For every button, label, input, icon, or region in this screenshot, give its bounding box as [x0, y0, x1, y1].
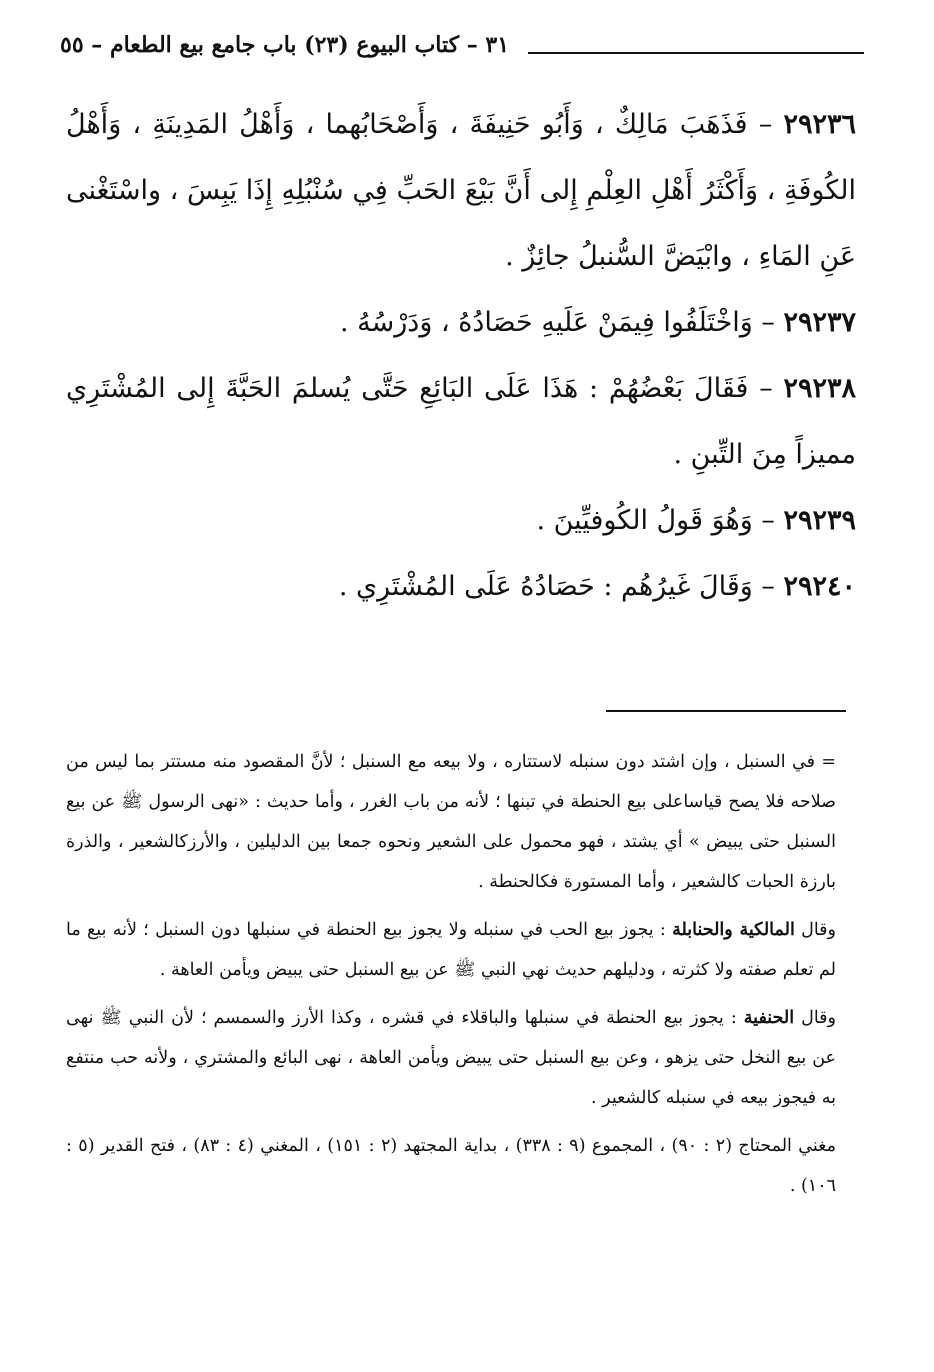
footnote-body: : يجوز بيع الحب في سنبله ولا يجوز بيع الحنطة في سنبلها دون السنبل ؛ لأنه بيع ما لم تعلم صفته ولا كثرته ، ودليلهم حديث نهي النبي ﷺ عن بيع السنبل حتى يبيض ويأمن العاهة . [66, 920, 836, 980]
footnote-continuation: = في السنبل ، وإن اشتد دون سنبله لاستتاره ، ولا بيعه مع السنبل ؛ لأنَّ المقصود منه مستتر بما ليس من صلاحه فلا يصح قياساعلى بيع الحنطة في تبنها ؛ لأنه من باب الغرر ، وأما حديث : «نهى الرسول ﷺ عن بيع السنبل حتى يبيض » أي يشتد ، فهو محمول على الشعير ونحوه جمعا بين الدليلين ، والأرزكالشعير ، والذرة بارزة الحبات كالشعير ، وأما المستورة فكالحنطة . [66, 752, 836, 892]
paragraph-number: ٢٩٢٣٩ [783, 505, 856, 536]
paragraph-text: – فَذَهَبَ مَالِكٌ ، وَأَبُو حَنِيفَةَ ، وَأَصْحَابُهما ، وَأَهْلُ المَدِينَةِ ، وَأَهْلُ الكُوفَةِ ، وَأَكْثَرُ أَهْلِ العِلْمِ إِلى أَنَّ بَيْعَ الحَبِّ فِي سُنْبُلِهِ إِذَا يَبِسَ ، واسْتَغْنى عَنِ المَاءِ ، وابْيَضَّ السُّنبلُ جائِزٌ . [66, 109, 856, 272]
footnote-body: : يجوز بيع الحنطة في سنبلها والباقلاء في قشره ، وكذا الأرز والسمسم ؛ لأن النبي ﷺ نهى عن بيع النخل حتى يزهو ، وعن بيع السنبل حتى يبيض ويأمن العاهة ، نهى البائع والمشتري ، ولأنه حب منتفع به فيجوز بيعه في سنبله كالشعير . [66, 1008, 836, 1108]
footnote-school-name: المالكية والحنابلة [672, 920, 795, 940]
paragraph-text: – فَقَالَ بَعْضُهُمْ : هَذَا عَلَى البَائِعِ حَتَّى يُسلمَ الحَبَّةَ إِلى المُشْتَرِي مميزاً مِنَ التِّبنِ . [66, 373, 856, 470]
paragraph-29236 [66, 92, 856, 290]
footnote-hanafi [66, 998, 836, 1118]
footnote-maliki-hanbali [66, 910, 836, 990]
paragraph-29239 [66, 488, 856, 554]
paragraph-text: – وَقَالَ غَيرُهُم : حَصَادُهُ عَلَى المُشْتَرِي . [338, 571, 775, 602]
header-title: ٣١ – كتاب البيوع (٢٣) باب جامع بيع الطعام – ٥٥ [60, 32, 510, 58]
paragraph-number: ٢٩٢٣٦ [783, 109, 856, 140]
paragraph-text: – وَهُوَ قَولُ الكُوفيِّينَ . [536, 505, 775, 536]
paragraph-29240 [66, 554, 856, 620]
footnote-lead: وقال [801, 1008, 836, 1028]
footnotes [66, 742, 836, 1214]
paragraph-text: – وَاخْتَلَفُوا فِيمَنْ عَلَيهِ حَصَادُهُ ، وَدَرْسُهُ . [340, 307, 775, 338]
footnote-references: مغني المحتاج (٢ : ٩٠) ، المجموع (٩ : ٣٣٨) ، بداية المجتهد (٢ : ١٥١) ، المغني (٤ : ٨٣) ، فتح القدير (٥ : ١٠٦) . [66, 1136, 836, 1196]
paragraph-number: ٢٩٢٤٠ [783, 571, 856, 602]
paragraph-number: ٢٩٢٣٨ [783, 373, 856, 404]
paragraph-number: ٢٩٢٣٧ [783, 307, 856, 338]
footnote-school-name: الحنفية [743, 1008, 795, 1028]
footnote-lead: وقال [801, 920, 836, 940]
paragraph-29237 [66, 290, 856, 356]
running-header [60, 28, 864, 68]
header-rule [528, 52, 864, 54]
footnote-separator [606, 710, 846, 712]
main-text [66, 92, 856, 620]
paragraph-29238 [66, 356, 856, 488]
